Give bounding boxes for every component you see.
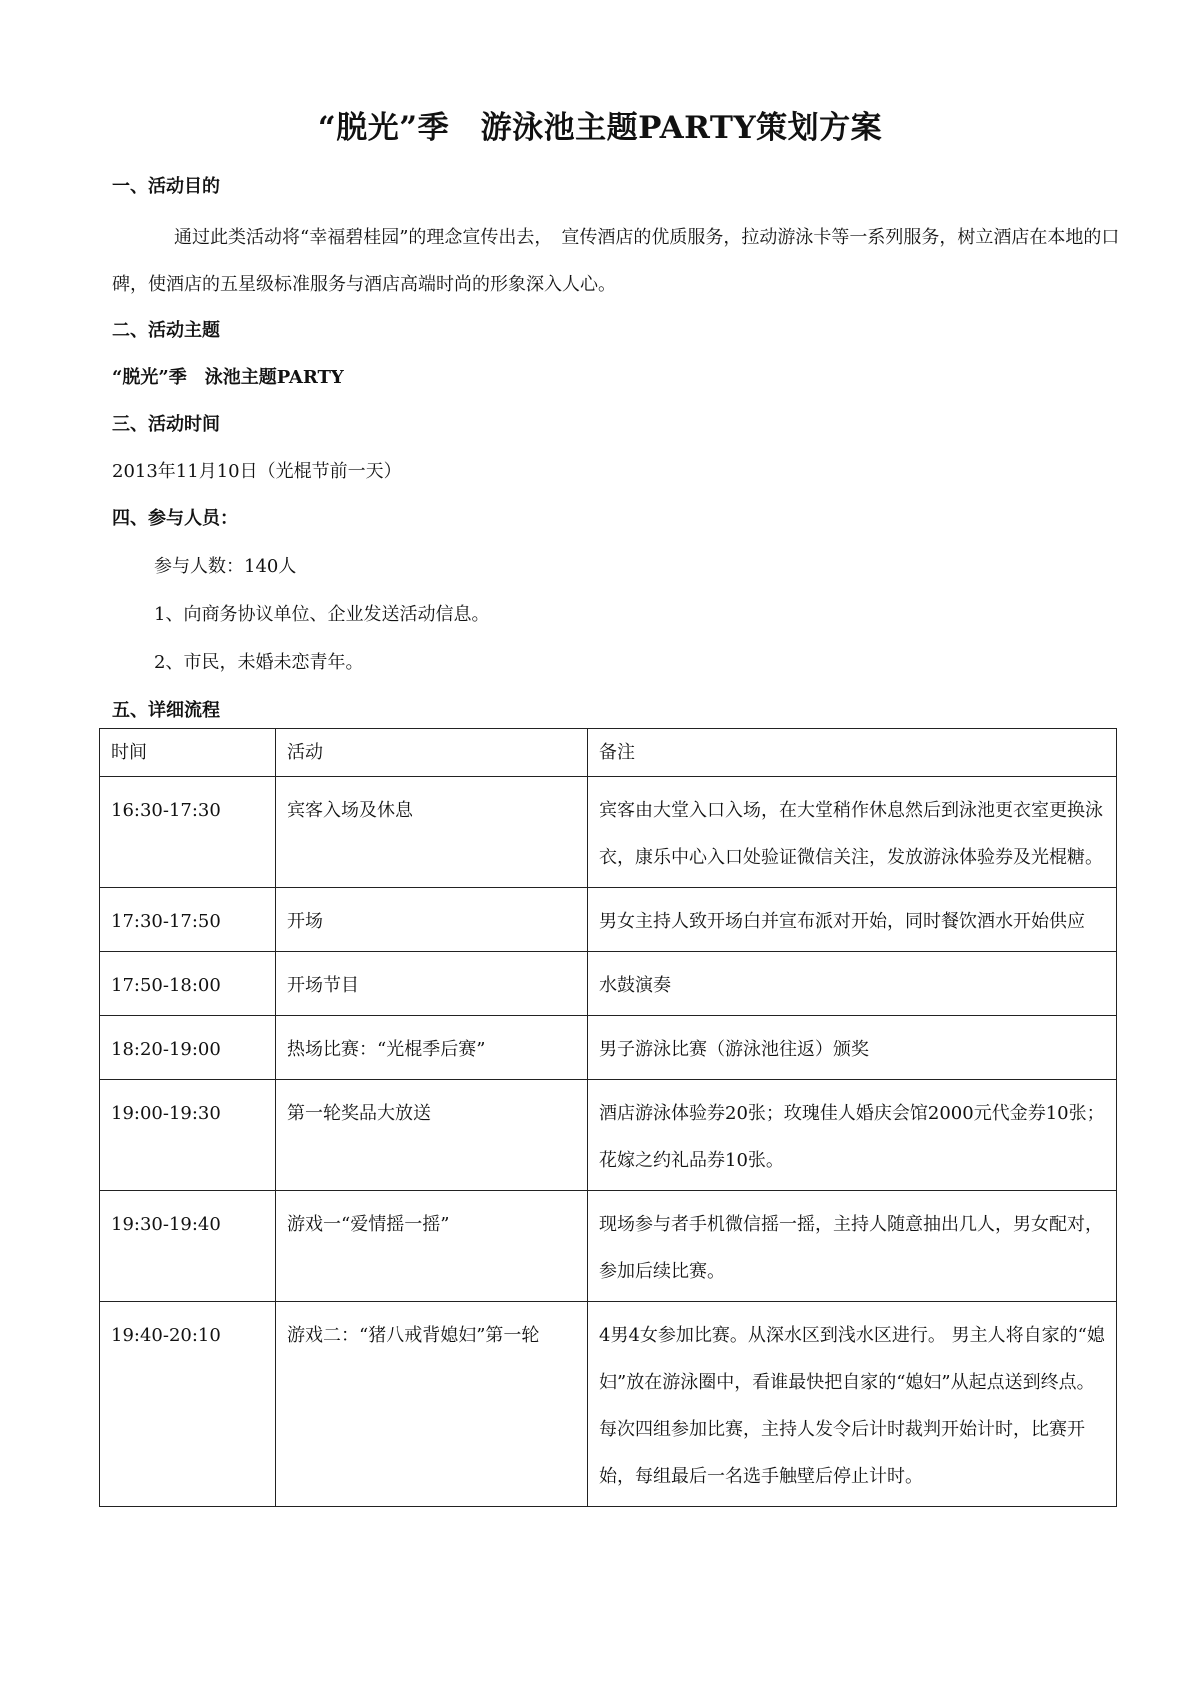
row-notes: 水鼓演奏 — [588, 952, 1117, 1016]
table-header-row — [100, 729, 1117, 777]
row-time: 17:30-17:50 — [100, 888, 276, 952]
participant-item-2: 2、市民，未婚未恋青年。 — [154, 652, 364, 673]
section-heading-participants: 四、参与人员： — [112, 508, 238, 529]
header-time: 时间 — [100, 729, 276, 777]
row-activity: 第一轮奖品大放送 — [276, 1080, 588, 1191]
row-notes: 男子游泳比赛（游泳池往返）颁奖 — [588, 1016, 1117, 1080]
document-title: “脱光”季 游泳池主题PARTY策划方案 — [317, 110, 883, 146]
table-row — [100, 952, 1117, 1016]
row-activity: 游戏一“爱情摇一摇” — [276, 1191, 588, 1302]
table-row — [100, 1016, 1117, 1080]
row-notes: 男女主持人致开场白并宣布派对开始，同时餐饮酒水开始供应 — [588, 888, 1117, 952]
row-time: 19:40-20:10 — [100, 1302, 276, 1507]
theme-text: “脱光”季 泳池主题PARTY — [112, 367, 344, 388]
participant-count: 参与人数：140人 — [154, 556, 297, 577]
row-time: 18:20-19:00 — [100, 1016, 276, 1080]
row-notes: 宾客由大堂入口入场，在大堂稍作休息然后到泳池更衣室更换泳衣，康乐中心入口处验证微信关注，发放游泳体验券及光棍糖。 — [588, 777, 1117, 888]
section-heading-theme: 二、活动主题 — [112, 320, 220, 341]
header-notes: 备注 — [588, 729, 1117, 777]
row-activity: 宾客入场及休息 — [276, 777, 588, 888]
purpose-paragraph — [112, 214, 1152, 308]
row-time: 17:50-18:00 — [100, 952, 276, 1016]
participant-item-1: 1、向商务协议单位、企业发送活动信息。 — [154, 604, 490, 625]
row-activity: 开场 — [276, 888, 588, 952]
table-row — [100, 1191, 1117, 1302]
row-activity: 热场比赛：“光棍季后赛” — [276, 1016, 588, 1080]
section-heading-flow: 五、详细流程 — [112, 700, 220, 721]
purpose-text: 通过此类活动将“幸福碧桂园”的理念宣传出去， 宣传酒店的优质服务，拉动游泳卡等一系列服务，树立酒店在本地的口碑，使酒店的五星级标准服务与酒店高端时尚的形象深入人心。 — [112, 227, 1120, 295]
row-notes: 酒店游泳体验券20张；玫瑰佳人婚庆会馆2000元代金券10张；花嫁之约礼品券10张。 — [588, 1080, 1117, 1191]
row-notes: 现场参与者手机微信摇一摇，主持人随意抽出几人，男女配对，参加后续比赛。 — [588, 1191, 1117, 1302]
row-time: 16:30-17:30 — [100, 777, 276, 888]
row-time: 19:00-19:30 — [100, 1080, 276, 1191]
table-row — [100, 1080, 1117, 1191]
row-notes: 4男4女参加比赛。从深水区到浅水区进行。 男主人将自家的“媳妇”放在游泳圈中，看谁最快把自家的“媳妇”从起点送到终点。每次四组参加比赛，主持人发令后计时裁判开始计时，比赛开始，每组最后一名选手触壁后停止计时。 — [588, 1302, 1117, 1507]
table-row — [100, 1302, 1117, 1507]
time-text: 2013年11月10日（光棍节前一天） — [112, 461, 402, 482]
flow-table — [99, 728, 1117, 1507]
row-activity: 开场节目 — [276, 952, 588, 1016]
section-heading-time: 三、活动时间 — [112, 414, 220, 435]
table-row — [100, 777, 1117, 888]
table-row — [100, 888, 1117, 952]
section-heading-purpose: 一、活动目的 — [112, 176, 220, 197]
header-activity: 活动 — [276, 729, 588, 777]
row-time: 19:30-19:40 — [100, 1191, 276, 1302]
row-activity: 游戏二：“猪八戒背媳妇”第一轮 — [276, 1302, 588, 1507]
